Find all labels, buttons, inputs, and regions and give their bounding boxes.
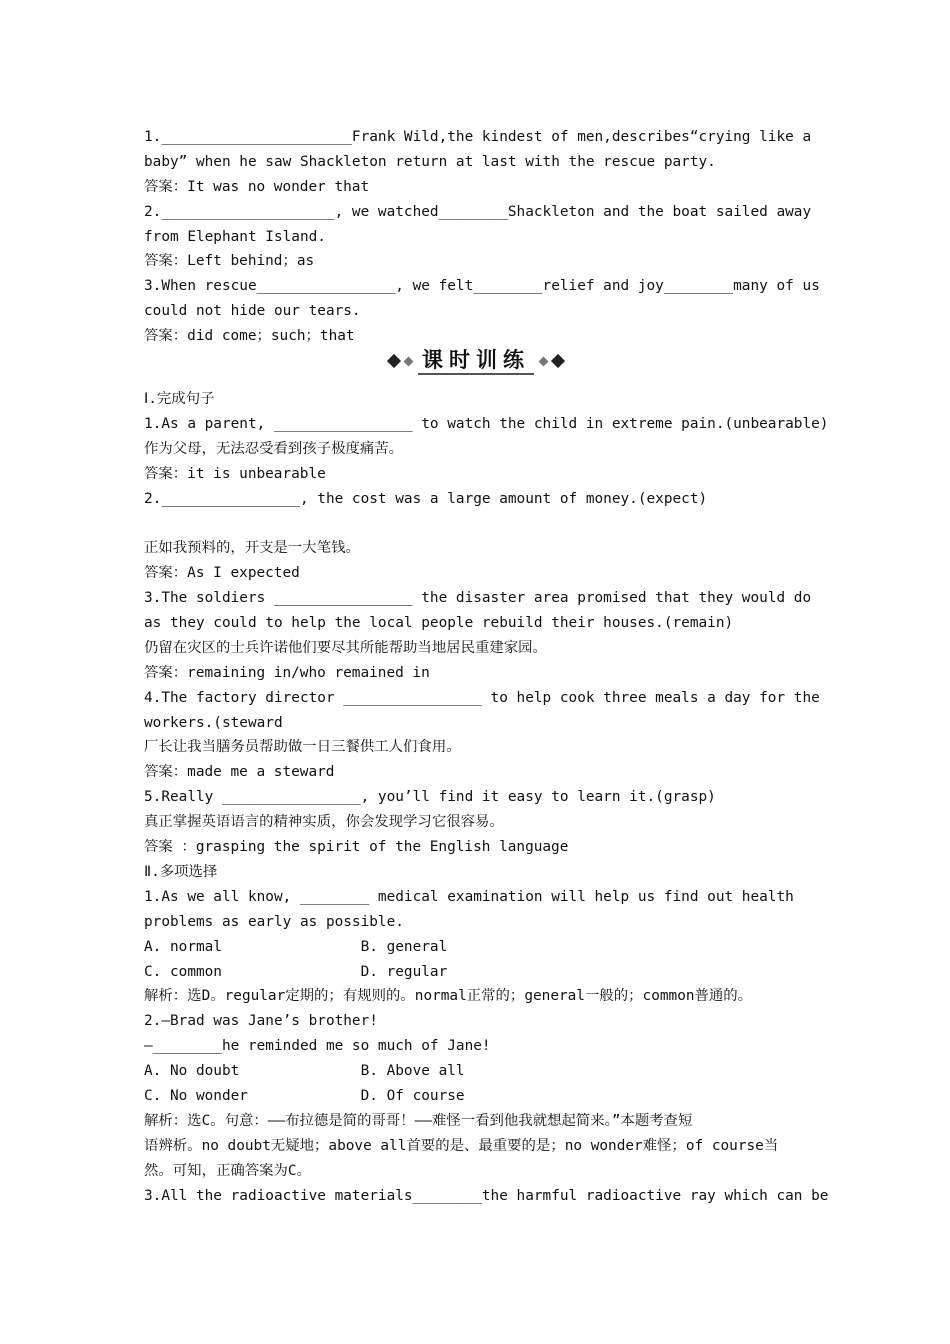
- text-line: workers.(steward: [144, 714, 283, 731]
- banner-title: 课时训练: [418, 347, 534, 375]
- text-line: 厂长让我当膳务员帮助做一日三餐供工人们食用。: [144, 739, 461, 756]
- text-line: 1.______________________Frank Wild,the kindest of men,describes“crying like a: [144, 129, 812, 145]
- text-line: from Elephant Island.: [144, 228, 326, 245]
- explanation-line: 然。可知，正确答案为C。: [144, 1162, 311, 1179]
- text-line: 2.____________________, we watched________Shackleton and the boat sailed away: [144, 203, 812, 220]
- answer-line: 答案：remaining in/who remained in: [144, 664, 430, 681]
- section-multiple-choice: [144, 860, 829, 1208]
- text-line: 1.As we all know, ________ medical examination will help us find out health: [144, 888, 794, 905]
- section-heading: Ⅰ.完成句子: [144, 391, 215, 408]
- text-line: 仍留在灾区的士兵许诺他们要尽其所能帮助当地居民重建家园。: [144, 639, 547, 656]
- answer-line: 答案 ：grasping the spirit of the English language: [144, 839, 569, 856]
- text-line: 2.—Brad was Jane’s brother!: [144, 1013, 378, 1030]
- text-line: 2.________________, the cost was a large amount of money.(expect): [144, 490, 708, 507]
- answer-line: 答案：made me a steward: [144, 764, 335, 781]
- diamond-icon: [387, 354, 401, 368]
- text-line: could not hide our tears.: [144, 303, 361, 320]
- document-page: [144, 125, 829, 1208]
- explanation-line: 解析：选D。regular定期的；有规则的。normal正常的；general一般的；common普通的。: [144, 988, 753, 1005]
- diamond-icon: [404, 356, 414, 366]
- section-heading: Ⅱ.多项选择: [144, 863, 218, 880]
- text-line: 正如我预料的，开支是一大笔钱。: [144, 540, 360, 557]
- answer-line: 答案：Left behind；as: [144, 253, 315, 270]
- section-complete-sentences: [144, 381, 829, 860]
- text-line: 1.As a parent, ________________ to watch the child in extreme pain.(unbearable): [144, 415, 829, 432]
- diamond-icon: [539, 356, 549, 366]
- text-line: baby” when he saw Shackleton return at last with the rescue party.: [144, 153, 716, 170]
- text-line: 作为父母，无法忍受看到孩子极度痛苦。: [144, 440, 404, 457]
- option-line: A. normal B. general: [144, 938, 448, 955]
- text-line: 真正掌握英语语言的精神实质，你会发现学习它很容易。: [144, 814, 504, 831]
- text-line: 3.The soldiers ________________ the disaster area promised that they would do: [144, 590, 812, 607]
- option-line: C. common D. regular: [144, 963, 448, 980]
- text-line: problems as early as possible.: [144, 913, 404, 930]
- text-line: 4.The factory director ________________ to help cook three meals a day for the: [144, 689, 820, 706]
- text-line: 3.When rescue________________, we felt________relief and joy________many of us: [144, 278, 820, 295]
- text-line: 5.Really ________________, you’ll find it easy to learn it.(grasp): [144, 789, 716, 806]
- option-line: A. No doubt B. Above all: [144, 1063, 465, 1080]
- answer-line: 答案：did come；such；that: [144, 328, 355, 345]
- option-line: C. No wonder D. Of course: [144, 1087, 465, 1104]
- text-line: as they could to help the local people rebuild their houses.(remain): [144, 615, 734, 632]
- intro-block: [144, 125, 820, 349]
- blank-gap: [144, 511, 808, 536]
- answer-line: 答案：it is unbearable: [144, 465, 326, 482]
- diamond-icon: [551, 354, 565, 368]
- explanation-line: 解析：选C。句意：——布拉德是简的哥哥！——难怪一看到他我就想起简来。”本题考查短: [144, 1112, 693, 1129]
- section-banner: [144, 347, 808, 375]
- text-line: —________he reminded me so much of Jane!: [144, 1038, 491, 1055]
- answer-line: 答案：It was no wonder that: [144, 178, 370, 195]
- explanation-line: 语辨析。no doubt无疑地；above all首要的是、最重要的是；no wonder难怪；of course当: [144, 1137, 779, 1154]
- text-line: 3.All the radioactive materials________the harmful radioactive ray which can be: [144, 1187, 829, 1204]
- answer-line: 答案：As I expected: [144, 565, 300, 582]
